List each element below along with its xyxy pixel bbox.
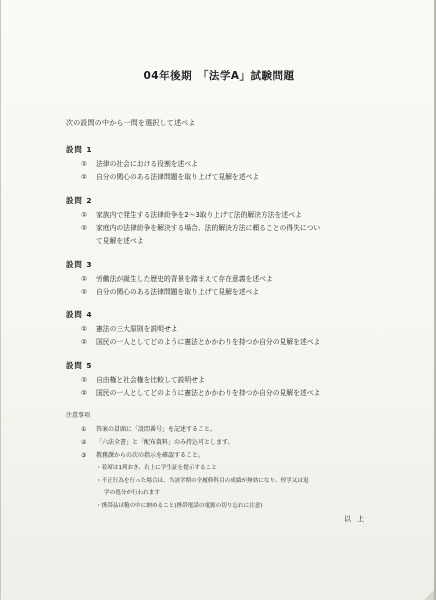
question-3-item-2 <box>81 286 259 296</box>
item-number: ① <box>81 275 88 283</box>
closing-mark: 以上 <box>344 515 370 523</box>
note-item-3 <box>81 450 204 459</box>
note-item-2 <box>81 437 234 446</box>
question-2-label: 設問 2 <box>66 196 93 205</box>
question-5-item-1 <box>81 374 205 384</box>
question-2-item-2-continuation: て見解を述べよ <box>96 237 144 245</box>
item-number: ① <box>81 325 88 333</box>
question-1-label: 設問 1 <box>66 145 93 154</box>
paper-corner <box>424 590 434 600</box>
item-number: ① <box>81 211 88 219</box>
item-text: 法律の社会における役割を述べよ <box>96 160 198 168</box>
question-3-label: 設問 3 <box>66 260 93 269</box>
note-bullet-3: ・携帯品は鞄の中に納めること(携帯電話の電源の切り忘れに注意) <box>96 503 263 509</box>
question-4-item-1 <box>81 323 178 333</box>
item-number: ② <box>81 439 87 446</box>
item-number: ① <box>81 160 88 168</box>
item-text: 答案の冒頭に「設問番号」を記述すること。 <box>96 426 217 433</box>
item-number: ② <box>81 224 88 232</box>
item-number: ① <box>81 376 88 384</box>
note-bullet-2-continuation: 学の処分が行われます <box>104 490 160 496</box>
item-text: 家庭内の法律紛争を解決する場合、法的解決方法に頼ることの得失につい <box>96 224 321 232</box>
item-number: ③ <box>81 452 87 459</box>
question-4-item-2 <box>81 336 320 346</box>
item-text: 国民の一人としてどのように憲法とかかわりを持つか自分の見解を述べよ <box>96 338 321 346</box>
question-1-item-2 <box>81 171 259 181</box>
item-text: 労働法が誕生した歴史的背景を踏まえて存在意義を述べよ <box>96 275 273 283</box>
note-bullet-1: ・着席は1列おき、右上に学生証を提示すること <box>96 465 217 471</box>
question-4-label: 設問 4 <box>66 310 93 319</box>
item-text: 憲法の三大原則を説明せよ <box>96 325 178 333</box>
notes-heading: 注意事項 <box>66 412 91 419</box>
instruction-text: 次の設問の中から一問を選択して述べよ <box>66 119 196 127</box>
question-5-item-2 <box>81 387 320 397</box>
item-number: ② <box>81 389 88 397</box>
page-title: 04年後期 「法学A」試験問題 <box>143 70 295 82</box>
question-2-item-2 <box>81 222 320 232</box>
item-text: 「六法全書」と「配布資料」のみ持込可とします。 <box>96 439 234 446</box>
item-text: 教務課からの次の指示を確認すること。 <box>96 452 205 459</box>
item-number: ② <box>81 338 88 346</box>
note-bullet-2: ・不正行為を行った場合は、当該学期の全履修科目の成績が無効になり、停学又は退 <box>96 478 309 484</box>
item-number: ② <box>81 173 88 181</box>
item-number: ① <box>81 426 87 433</box>
question-1-item-1 <box>81 158 198 168</box>
item-text: 自由権と社会権を比較して説明せよ <box>96 376 205 384</box>
item-text: 自分の関心のある法律問題を取り上げて見解を述べよ <box>96 173 260 181</box>
item-text: 自分の関心のある法律問題を取り上げて見解を述べよ <box>96 288 260 296</box>
item-text: 家族内で発生する法律紛争を2～3取り上げて法的解決方法を述べよ <box>96 211 302 219</box>
question-2-item-1 <box>81 209 302 219</box>
question-3-item-1 <box>81 273 273 283</box>
item-text: 国民の一人としてどのように憲法とかかわりを持つか自分の見解を述べよ <box>96 389 321 397</box>
note-item-1 <box>81 424 216 433</box>
item-number: ② <box>81 288 88 296</box>
question-5-label: 設問 5 <box>66 361 93 370</box>
